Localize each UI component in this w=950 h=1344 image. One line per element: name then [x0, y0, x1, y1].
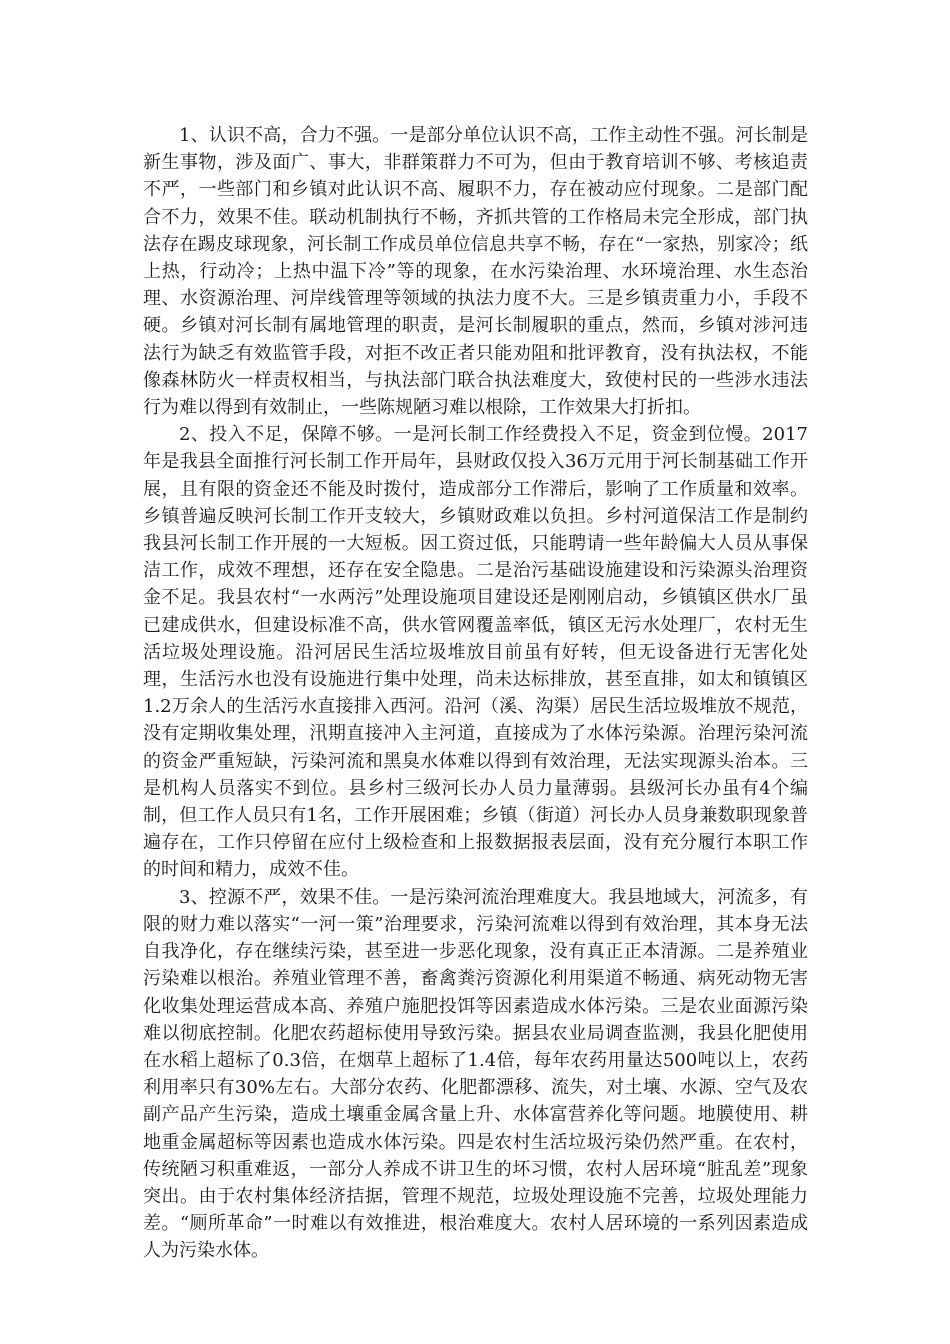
- paragraph-1: 1、认识不高，合力不强。一是部分单位认识不高，工作主动性不强。河长制是新生事物，涉及面广、事大，非群策群力不可为，但由于教育培训不够、考核追责不严，一些部门和乡镇对此认识不高、履职不力，存在被动应付现象。二是部门配合不力，效果不佳。联动机制执行不畅，齐抓共管的工作格局未完全形成，部门执法存在踢皮球现象，河长制工作成员单位信息共享不畅，存在“一家热，别家冷；纸上热，行动冷；上热中温下冷”等的现象，在水污染治理、水环境治理、水生态治理、水资源治理、河岸线管理等领域的执法力度不大。三是乡镇责重力小，手段不硬。乡镇对河长制有属地管理的职责，是河长制履职的重点，然而，乡镇对涉河违法行为缺乏有效监管手段，对拒不改正者只能劝阻和批评教育，没有执法权，不能像森林防火一样责权相当，与执法部门联合执法难度大，致使村民的一些涉水违法行为难以得到有效制止，一些陈规陋习难以根除，工作效果大打折扣。: [143, 125, 808, 419]
- paragraph-2: 2、投入不足，保障不够。一是河长制工作经费投入不足，资金到位慢。2017年是我县全面推行河长制工作开局年，县财政仅投入36万元用于河长制基础工作开展，且有限的资金还不能及时拨付，造成部分工作滞后，影响了工作质量和效率。乡镇普遍反映河长制工作开支较大，乡镇财政难以负担。乡村河道保洁工作是制约我县河长制工作开展的一大短板。因工资过低，只能聘请一些年龄偏大人员从事保洁工作，成效不理想，还存在安全隐患。二是治污基础设施建设和污染源头治理资金不足。我县农村“一水两污”处理设施项目建设还是刚刚启动，乡镇镇区供水厂虽已建成供水，但建设标准不高，供水管网覆盖率低，镇区无污水处理厂，农村无生活垃圾处理设施。沿河居民生活垃圾堆放目前虽有好转，但无设备进行无害化处理，生活污水也没有设施进行集中处理，尚未达标排放，甚至直排，如太和镇镇区1.2万余人的生活污水直接排入西河。沿河（溪、沟渠）居民生活垃圾堆放不规范，没有定期收集处理，汛期直接冲入主河道，直接成为了水体污染源。治理污染河流的资金严重短缺，污染河流和黑臭水体难以得到有效治理，无法实现源头治本。三是机构人员落实不到位。县乡村三级河长办人员力量薄弱。县级河长办虽有4个编制，但工作人员只有1名，工作开展困难；乡镇（街道）河长办人员身兼数职现象普遍存在，工作只停留在应付上级检查和上报数据报表层面，没有充分履行本职工作的时间和精力，成效不佳。: [143, 424, 808, 881]
- paragraph-3: 3、控源不严，效果不佳。一是污染河流治理难度大。我县地域大，河流多，有限的财力难以落实“一河一策”治理要求，污染河流难以得到有效治理，其本身无法自我净化，存在继续污染，甚至进一步恶化现象，没有真正正本清源。二是养殖业污染难以根治。养殖业管理不善，畜禽粪污资源化利用渠道不畅通、病死动物无害化收集处理运营成本高、养殖户施肥投饵等因素造成水体污染。三是农业面源污染难以彻底控制。化肥农药超标使用导致污染。据县农业局调查监测，我县化肥使用在水稻上超标了0.3倍，在烟草上超标了1.4倍，每年农药用量达500吨以上，农药利用率只有30%左右。大部分农药、化肥都漂移、流失，对土壤、水源、空气及农副产品产生污染，造成土壤重金属含量上升、水体富营养化等问题。地膜使用、耕地重金属超标等因素也造成水体污染。四是农村生活垃圾污染仍然严重。在农村，传统陋习积重难返，一部分人养成不讲卫生的坏习惯，农村人居环境“脏乱差”现象突出。由于农村集体经济拮据，管理不规范，垃圾处理设施不完善，垃圾处理能力差。“厕所革命”一时难以有效推进，根治难度大。农村人居环境的一系列因素造成人为污染水体。: [143, 886, 808, 1262]
- document-body: [143, 122, 808, 1265]
